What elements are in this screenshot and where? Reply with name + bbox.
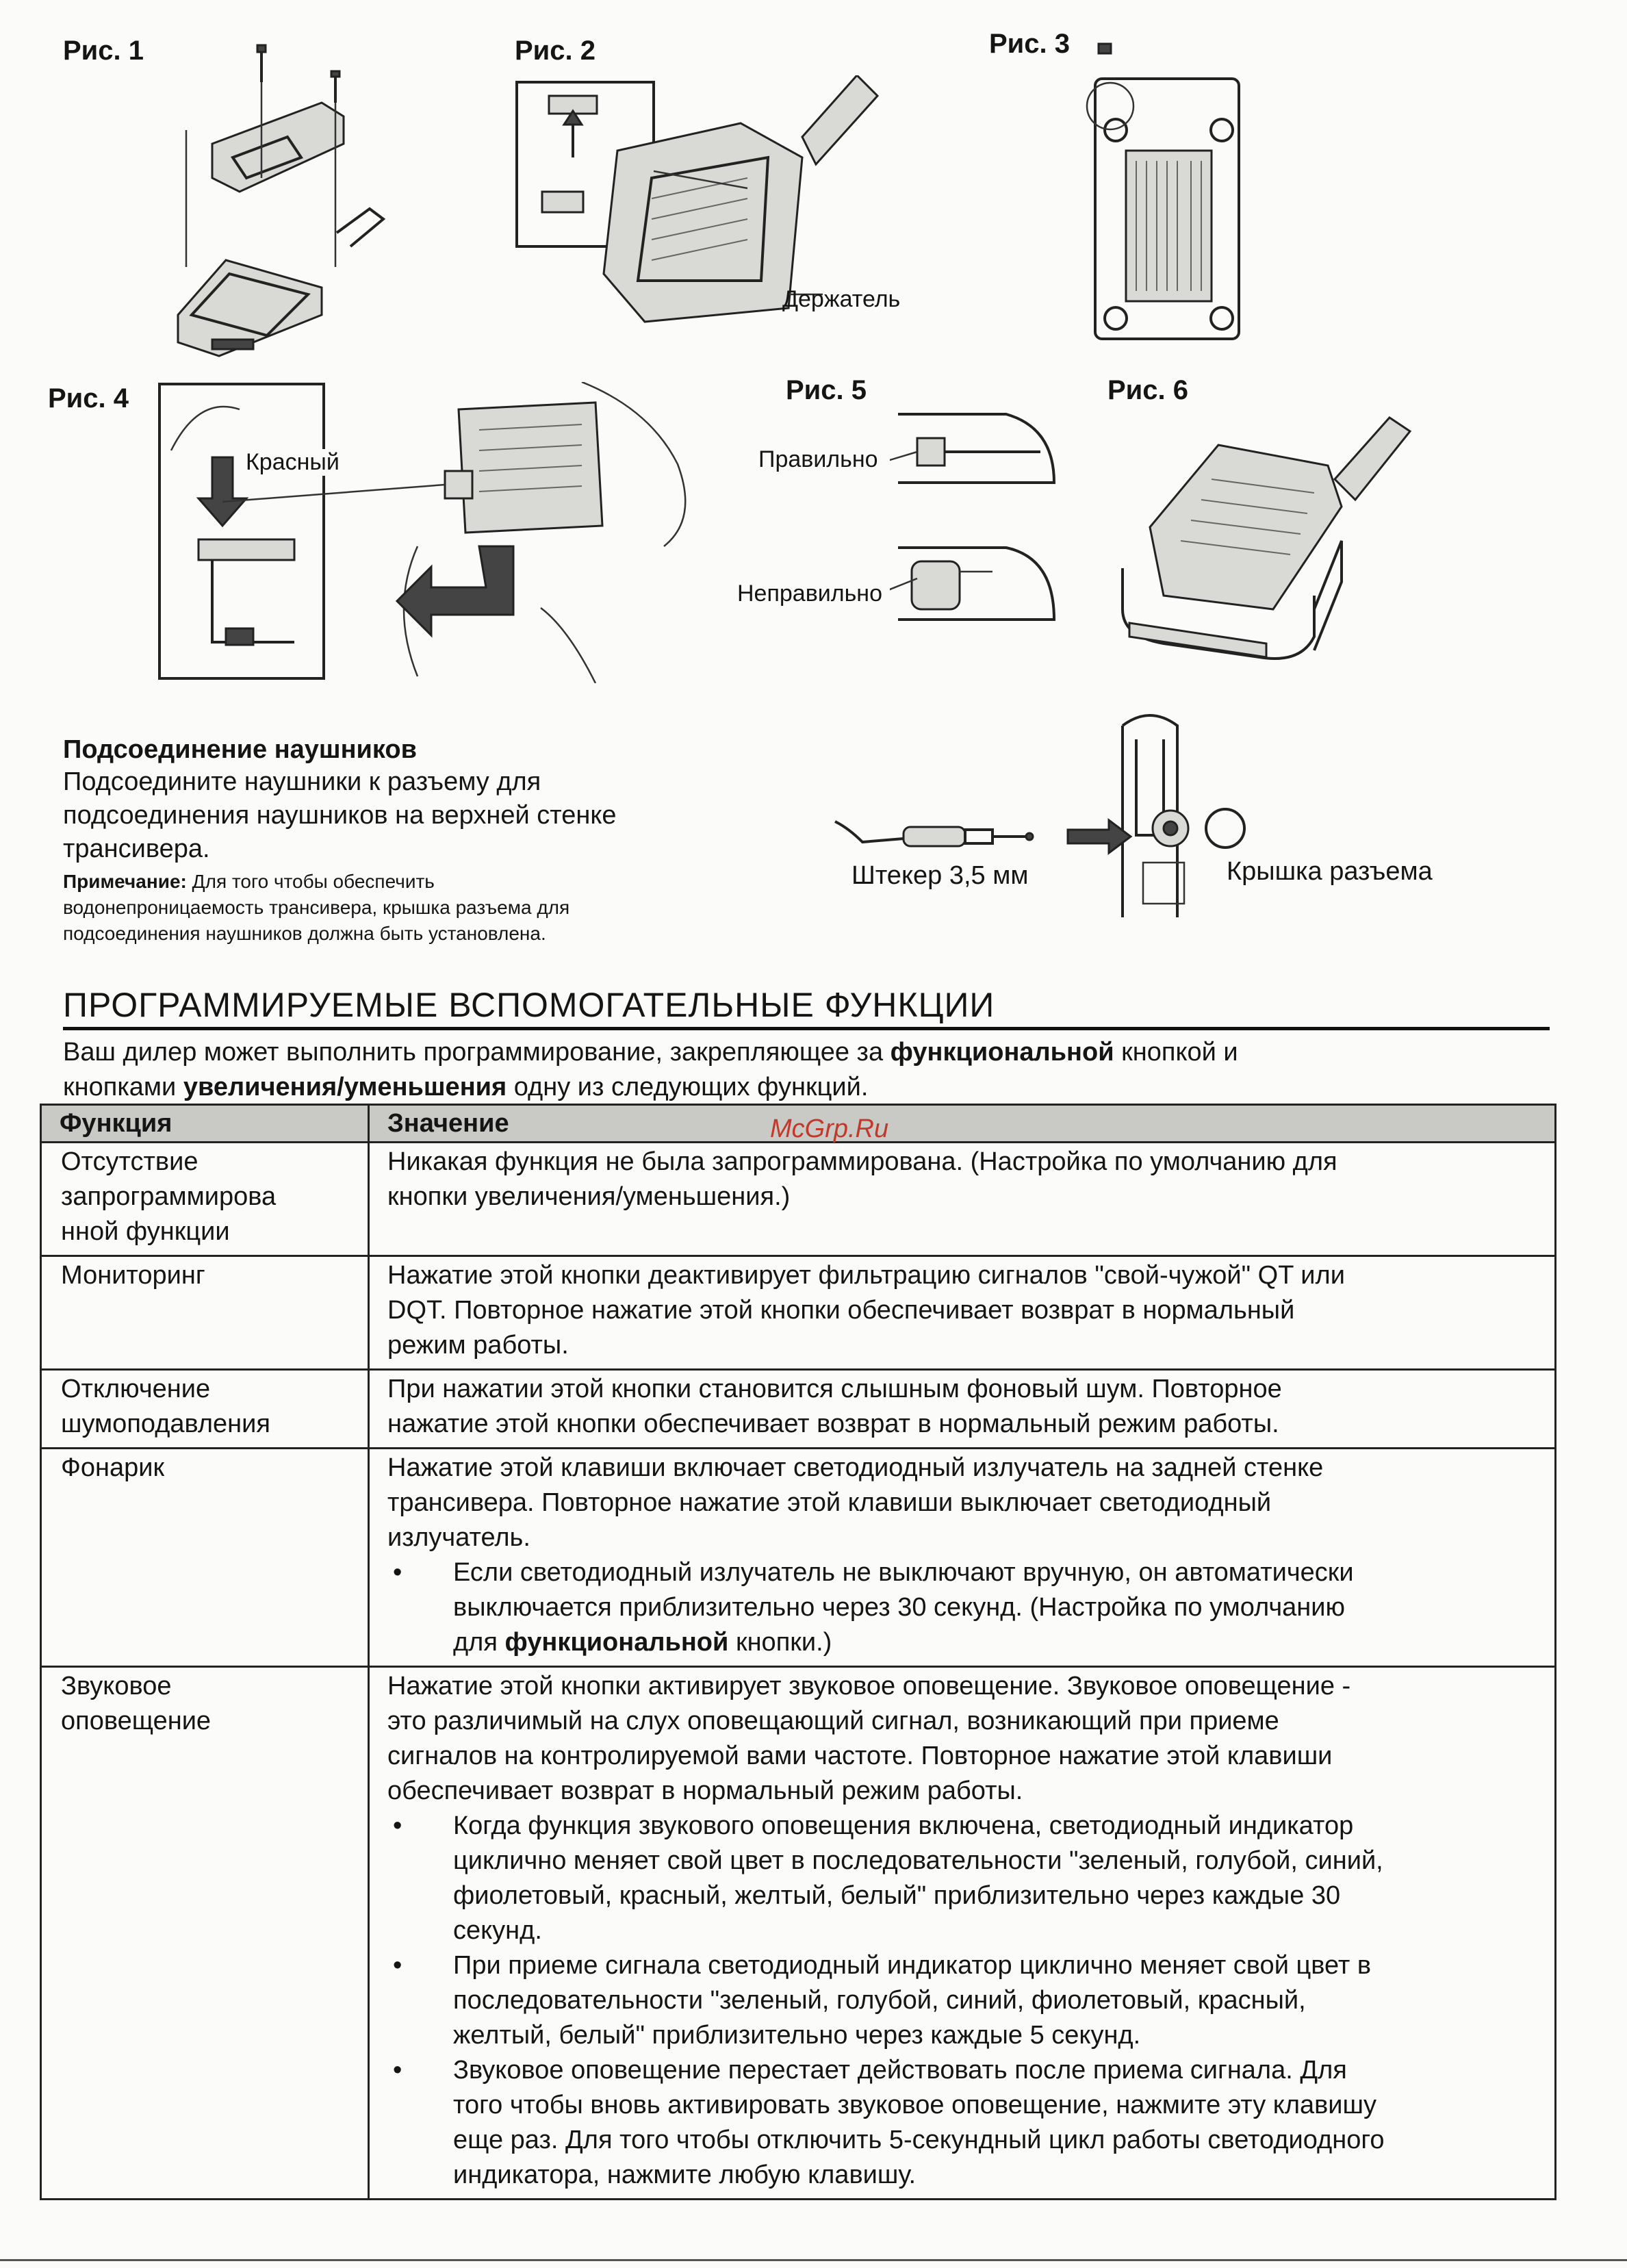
desc-line: нажатие этой кнопки обеспечивает возврат в нормальный режим работы. [387,1410,1279,1438]
fig4-illustration [157,382,773,683]
fig4-red-label: Красный [243,449,342,476]
headphones-line: Подсоедините наушники к разъему для [63,767,541,796]
bullet-item [387,1948,1545,2053]
header-value: Значение [369,1105,1556,1143]
fig3-illustration [1081,41,1246,349]
functions-table [40,1104,1556,2200]
bullet-item [387,1555,1545,1660]
fig2-label: Рис. 2 [515,36,595,66]
function-description [369,1370,1556,1449]
desc-line: При нажатии этой кнопки становится слышным фоновый шум. Повторное [387,1375,1282,1403]
note-label: Примечание: [63,871,187,892]
desc-line: Никакая функция не была запрограммирована. (Настройка по умолчанию для [387,1147,1337,1176]
table-row [41,1667,1556,2200]
name-line: шумоподавления [61,1410,270,1438]
intro-text: одну из следующих функций. [507,1073,869,1101]
bullet-line: еще раз. Для того чтобы отключить 5-секундный цикл работы светодиодного [453,2126,1385,2154]
fig5-wrong-label: Неправильно [737,581,882,607]
desc-line: Нажатие этой кнопки деактивирует фильтрацию сигналов "свой-чужой" QT или [387,1261,1345,1290]
fig5-illustration [890,400,1081,654]
jack-cover-label: Крышка разъема [1227,857,1433,886]
watermark: McGrp.Ru [770,1114,889,1143]
name-line: Отключение [61,1375,211,1403]
bullet-line: циклично меняет свой цвет в последовательности "зеленый, голубой, синий, [453,1846,1383,1875]
fig3-label: Рис. 3 [989,29,1070,59]
intro-text: кнопкой и [1114,1038,1238,1067]
bullet-line: выключается приблизительно через 30 секунд. (Настройка по умолчанию [453,1593,1346,1622]
fig1-label: Рис. 1 [63,36,144,66]
desc-line: обеспечивает возврат в нормальный режим работы. [387,1776,1023,1805]
note-line: подсоединения наушников должна быть установлена. [63,923,546,944]
intro-bold: функциональной [890,1038,1114,1067]
bullet-line: того чтобы вновь активировать звуковое оповещение, нажмите эту клавишу [453,2091,1377,2119]
function-name [41,1667,369,2200]
bullet-item [387,1809,1545,1948]
jack-plug-label: Штекер 3,5 мм [851,861,1029,890]
headphones-line: трансивера. [63,834,210,863]
fig5-label: Рис. 5 [786,375,867,405]
bullet-line [453,1625,1545,1660]
desc-line: это различимый на слух оповещающий сигнал, возникающий при приеме [387,1707,1279,1735]
bullet-line: • Звуковое оповещение перестает действовать после приема сигнала. Для [453,2056,1347,2085]
table-row [41,1143,1556,1256]
desc-line: излучатель. [387,1523,530,1552]
name-line: Отсутствие [61,1147,198,1176]
bullet-line: индикатора, нажмите любую клавишу. [453,2161,917,2189]
bullet-item [387,2053,1545,2193]
bullet-line: фиолетовый, красный, желтый, белый" приблизительно через каждые 30 [453,1881,1341,1910]
table-row [41,1256,1556,1370]
bullet-line: • Когда функция звукового оповещения включена, светодиодный индикатор [453,1811,1354,1840]
function-name [41,1370,369,1449]
fig4-label: Рис. 4 [48,383,129,413]
name-line: нной функции [61,1217,230,1246]
headphones-body [63,765,830,866]
bullet-text: кнопки.) [728,1628,832,1657]
bullet-line: секунд. [453,1916,542,1945]
desc-line: DQT. Повторное нажатие этой кнопки обеспечивает возврат в нормальный [387,1296,1295,1325]
note-line: Для того чтобы обеспечить [186,871,435,892]
function-description [369,1256,1556,1370]
headphones-note [63,869,830,947]
desc-line: кнопки увеличения/уменьшения.) [387,1182,791,1211]
fig5-correct-label: Правильно [758,446,878,472]
bullet-line: желтый, белый" приблизительно через каждые 5 секунд. [453,2021,1141,2050]
desc-line: Нажатие этой кнопки активирует звуковое оповещение. Звуковое оповещение - [387,1672,1351,1700]
note-line: водонепроницаемость трансивера, крышка разъема для [63,897,570,918]
headphones-line: подсоединения наушников на верхней стенке [63,801,617,830]
intro-text: Ваш дилер может выполнить программирование, закрепляющее за [63,1038,891,1067]
desc-line: трансивера. Повторное нажатие этой клавиши выключает светодиодный [387,1488,1272,1517]
fig1-illustration [164,41,397,363]
header-function: Функция [41,1105,369,1143]
section-title: ПРОГРАММИРУЕМЫЕ ВСПОМОГАТЕЛЬНЫЕ ФУНКЦИИ [63,984,1550,1030]
bottom-edge-line [0,2259,1627,2261]
table-row [41,1449,1556,1667]
intro-text: кнопками [63,1073,183,1101]
fig6-illustration [1109,404,1424,678]
desc-line: Нажатие этой клавиши включает светодиодный излучатель на задней стенке [387,1453,1324,1482]
desc-line: режим работы. [387,1331,569,1360]
bullet-text: для [453,1628,505,1657]
bullet-list [387,1555,1545,1660]
headphones-section [63,734,830,947]
name-line: Мониторинг [61,1261,205,1290]
function-name [41,1143,369,1256]
bullet-line: • Если светодиодный излучатель не выключают вручную, он автоматически [453,1558,1354,1587]
desc-line: сигналов на контролируемой вами частоте. Повторное нажатие этой клавиши [387,1742,1333,1770]
intro-bold: увеличения/уменьшения [183,1073,507,1101]
function-description [369,1143,1556,1256]
fig6-label: Рис. 6 [1107,375,1188,405]
name-line: запрограммирова [61,1182,277,1211]
function-name [41,1449,369,1667]
bullet-bold: функциональной [504,1628,729,1657]
table-row [41,1370,1556,1449]
bullet-line: • При приеме сигнала светодиодный индикатор циклично меняет свой цвет в [453,1951,1372,1980]
name-line: Фонарик [61,1453,165,1482]
name-line: оповещение [61,1707,212,1735]
section-intro [63,1035,1555,1105]
jack-illustration [821,712,1253,924]
bullet-line: последовательности "зеленый, голубой, синий, фиолетовый, красный, [453,1986,1306,2015]
function-description [369,1667,1556,2200]
fig2-holder-label: Держатель [782,286,901,312]
headphones-title: Подсоединение наушников [63,735,417,764]
function-name [41,1256,369,1370]
name-line: Звуковое [61,1672,172,1700]
bullet-list [387,1809,1545,2193]
function-description [369,1449,1556,1667]
